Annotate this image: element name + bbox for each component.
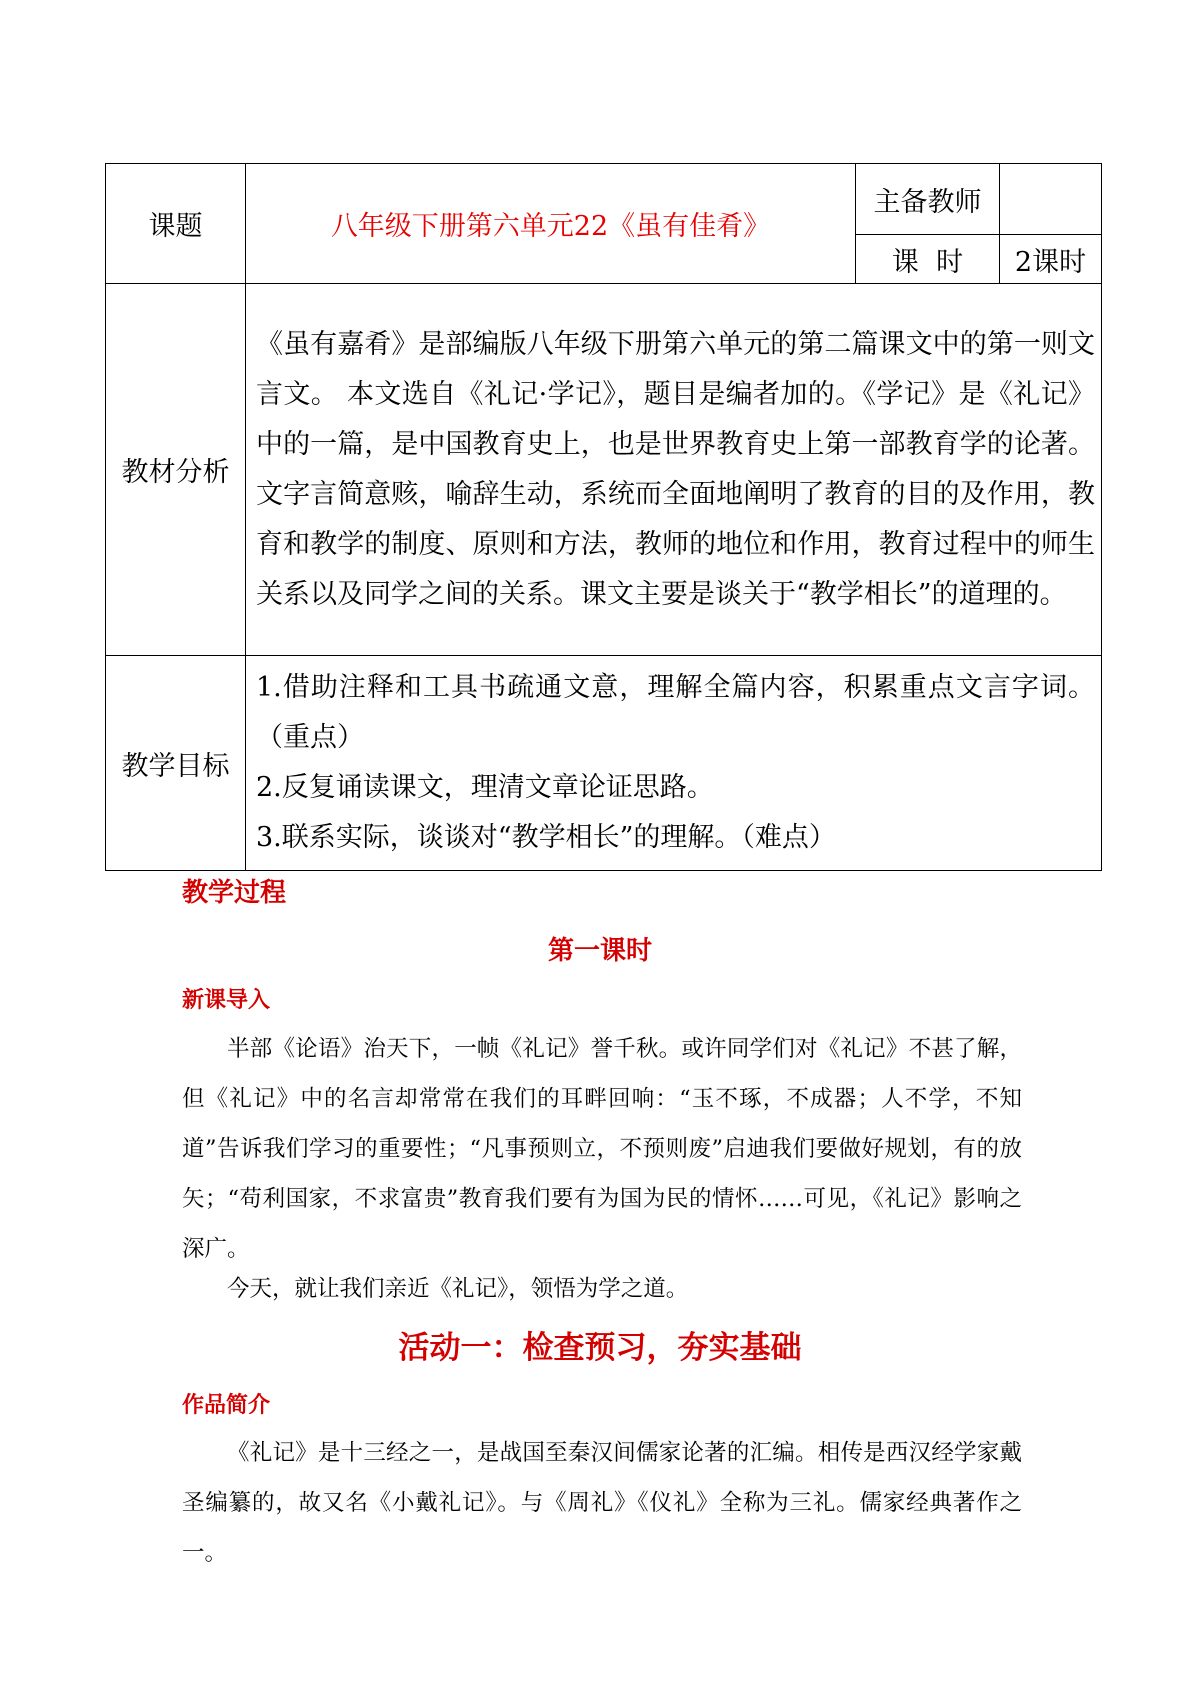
lesson-plan-table [105,163,1102,871]
teacher-value [1000,164,1102,235]
teacher-label: 主备教师 [856,164,1000,235]
goals-cell [246,656,1102,871]
intro-heading: 新课导入 [182,988,271,1013]
goal-item: 3.联系实际，谈谈对“教学相长”的理解。（难点） [256,822,836,853]
lesson-one-heading: 第一课时 [547,936,652,966]
topic-value: 八年级下册第六单元22《虽有佳肴》 [246,164,856,284]
hours-value: 2课时 [1000,235,1102,284]
teaching-process-heading: 教学过程 [182,878,287,908]
topic-label: 课题 [106,164,246,284]
goals-label: 教学目标 [106,656,246,871]
hours-label: 课 时 [856,235,1000,284]
goal-item: 2.反复诵读课文，理清文章论证思路。 [256,772,714,803]
activity-one-heading: 活动一：检查预习，夯实基础 [398,1330,802,1366]
work-intro-heading: 作品简介 [182,1393,271,1418]
intro-paragraph-2: 今天，就让我们亲近《礼记》，领悟为学之道。 [227,1276,689,1302]
analysis-label: 教材分析 [106,284,246,656]
work-intro-paragraph: 《礼记》是十三经之一，是战国至秦汉间儒家论著的汇编。相传是西汉经学家戴圣编纂的，故又名《小戴礼记》。与《周礼》《仪礼》全称为三礼。儒家经典著作之一。 [182,1440,1022,1566]
intro-paragraph: 半部《论语》治天下，一帧《礼记》誉千秋。或许同学们对《礼记》不甚了解，但《礼记》中的名言却常常在我们的耳畔回响：“玉不琢，不成器；人不学，不知道”告诉我们学习的重要性；“凡事预则立，不预则废”启迪我们要做好规划，有的放矢；“苟利国家，不求富贵”教育我们要有为国为民的情怀……可见，《礼记》影响之深广。 [182,1036,1022,1262]
goal-item: 1.借助注释和工具书疏通文意，理解全篇内容，积累重点文言字词。（重点） [256,672,1095,753]
analysis-text: 《虽有嘉肴》是部编版八年级下册第六单元的第二篇课文中的第一则文言文。 本文选自《礼记·学记》，题目是编者加的。《学记》是《礼记》中的一篇，是中国教育史上，也是世界教育史上第一部教育学的论著。文字言简意赅，喻辞生动，系统而全面地阐明了教育的目的及作用，教育和教学的制度、原则和方法，教师的地位和作用，教育过程中的师生关系以及同学之间的关系。课文主要是谈关于“教学相长”的道理的。 [246,284,1102,656]
